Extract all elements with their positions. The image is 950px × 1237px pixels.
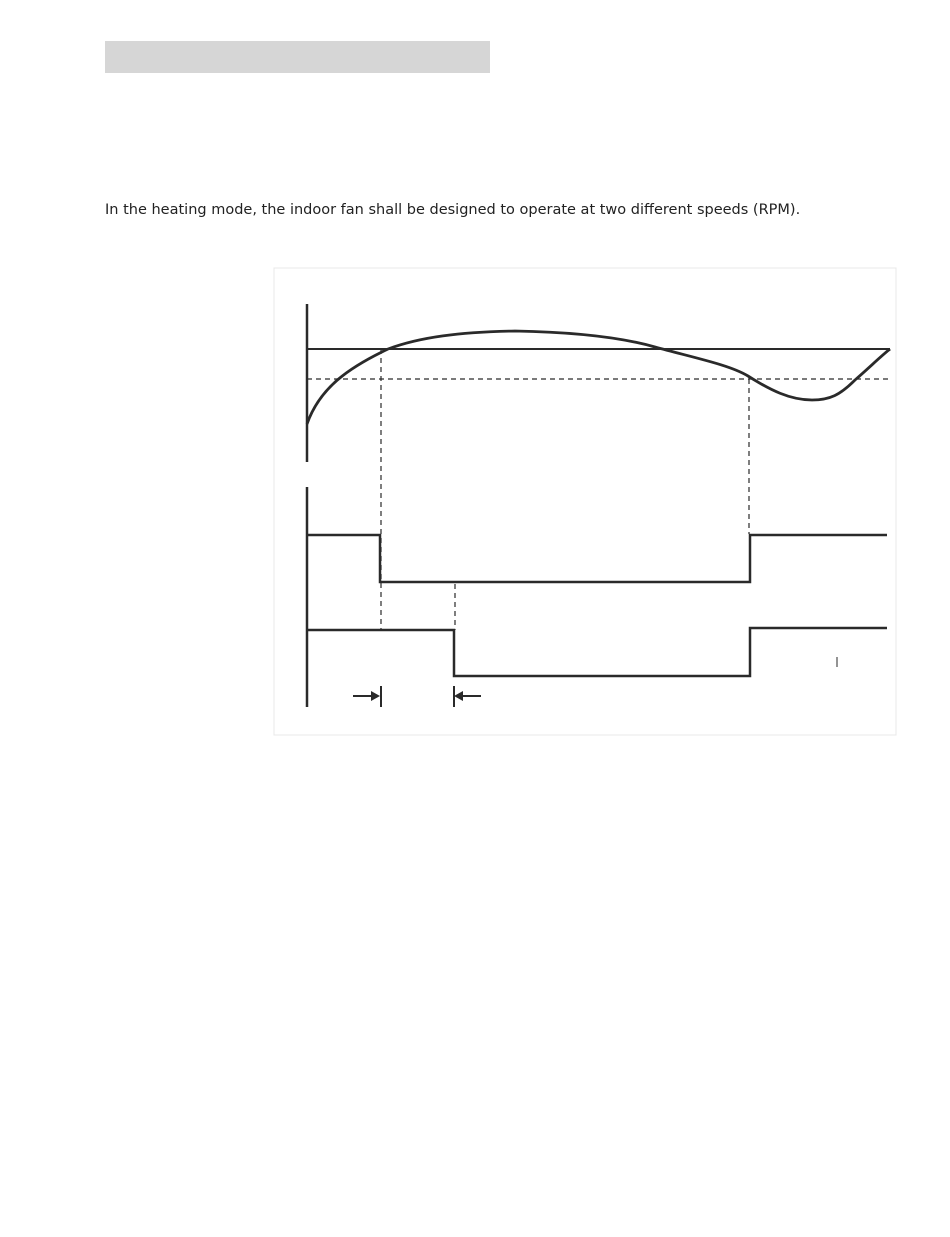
fan-speed-timing-diagram xyxy=(190,262,900,742)
delay-arrow-left-head xyxy=(371,691,380,701)
speed-signal-2 xyxy=(307,628,887,676)
section-header-bar xyxy=(105,41,490,73)
temperature-curve xyxy=(307,331,890,424)
heating-mode-paragraph: In the heating mode, the indoor fan shall be designed to operate at two different speeds (RPM). xyxy=(105,201,801,218)
speed-signal-1 xyxy=(307,535,887,582)
delay-arrow-right-head xyxy=(454,691,463,701)
diagram-frame xyxy=(274,268,896,735)
